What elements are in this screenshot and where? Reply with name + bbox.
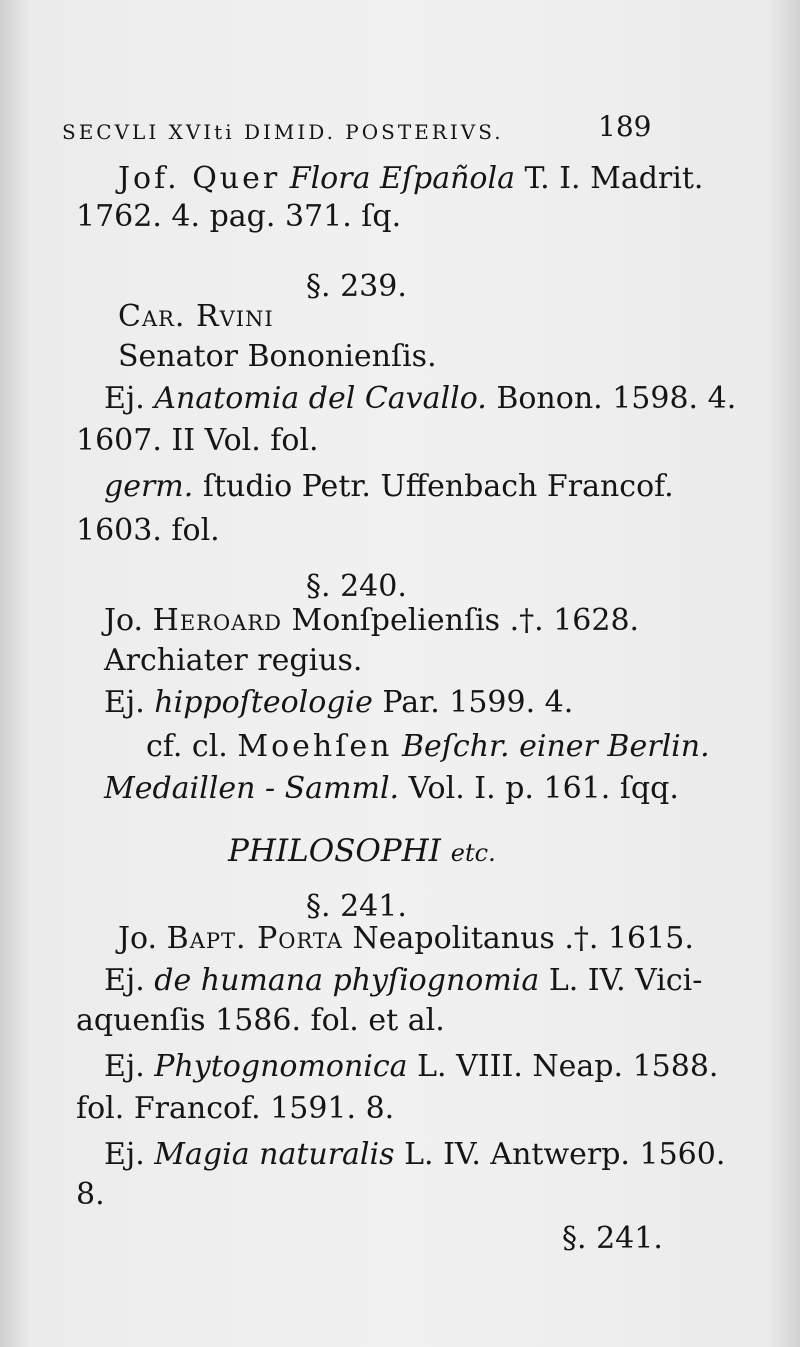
imprint-continued: 8.: [76, 1177, 105, 1212]
work-title: de humana phyſiognomia: [154, 963, 540, 998]
reference-line2: [104, 772, 679, 806]
ej-prefix: Ej.: [104, 963, 145, 998]
section-number: §. 240.: [306, 569, 407, 604]
imprint-continued: aquenſis 1586. fol. et al.: [76, 1003, 445, 1038]
imprint: L. IV. Antwerp. 1560.: [404, 1137, 726, 1172]
entry-porta-work1: [104, 964, 702, 998]
translation-label: germ.: [104, 469, 194, 504]
ej-prefix: Ej.: [104, 381, 145, 416]
imprint: L. VIII. Neap. 1588.: [417, 1049, 719, 1084]
entry-ruini-work1: [104, 382, 736, 416]
author-origin: Monſpelienſis .†. 1628.: [291, 603, 640, 638]
ej-prefix: Ej.: [104, 685, 145, 720]
work-title: Phytognomonica: [154, 1049, 408, 1084]
imprint: Bonon. 1598. 4.: [496, 381, 737, 416]
reference-title: Beſchr. einer Berlin.: [401, 729, 710, 764]
author-name: Jof. Quer: [118, 161, 281, 196]
entry-porta-line1: [118, 922, 694, 956]
reference-line1: [146, 730, 710, 764]
imprint-continued: 1603. fol.: [76, 513, 220, 548]
section-heading-main: PHILOSOPHI: [228, 833, 441, 869]
imprint-continued: fol. Francof. 1591. 8.: [76, 1091, 395, 1126]
catchword: §. 241.: [562, 1221, 663, 1256]
entry-porta-work3: [104, 1138, 725, 1172]
name-prefix: Jo.: [118, 921, 158, 956]
work-title: Flora Eſpañola: [289, 161, 515, 196]
page-number: 189: [598, 110, 652, 143]
imprint-continued: 1607. II Vol. fol.: [76, 423, 319, 458]
entry-porta-work2: [104, 1050, 718, 1084]
work-title: Magia naturalis: [154, 1137, 395, 1172]
section-number: §. 239.: [306, 269, 407, 304]
section-heading: [228, 834, 496, 870]
author-name: Heroard: [152, 603, 282, 638]
author-name: Car. Rvini: [118, 299, 274, 334]
reference-author: Moehſen: [237, 729, 393, 764]
ej-prefix: Ej.: [104, 1137, 145, 1172]
translation-info: ſtudio Petr. Uffenbach Francof.: [202, 469, 674, 504]
reference-imprint: Vol. I. p. 161. ſqq.: [408, 771, 679, 806]
ej-prefix: Ej.: [104, 1049, 145, 1084]
author-description: Archiater regius.: [104, 643, 363, 678]
entry-heroard-work: [104, 686, 573, 720]
entry-quer-line2: 1762. 4. pag. 371. ſq.: [76, 199, 402, 234]
imprint: L. IV. Vici-: [548, 963, 703, 998]
reference-prefix: cf. cl.: [146, 729, 228, 764]
name-prefix: Jo.: [104, 603, 144, 638]
imprint: T. I. Madrit.: [524, 161, 704, 196]
work-title: hippoſteologie: [154, 685, 373, 720]
entry-quer-line1: [118, 162, 703, 196]
section-heading-suffix: etc.: [450, 839, 496, 867]
running-header: SECVLI XVIti DIMID. POSTERIVS.: [62, 120, 504, 144]
entry-heroard-line1: [104, 604, 639, 638]
author-name: Bapt. Porta: [166, 921, 343, 956]
author-description: Senator Bononienſis.: [118, 339, 437, 374]
work-title: Anatomia del Cavallo.: [154, 381, 487, 416]
reference-title: Medaillen - Samml.: [104, 771, 400, 806]
section-number: §. 241.: [306, 889, 407, 924]
imprint: Par. 1599. 4.: [382, 685, 574, 720]
entry-ruini-translation: [104, 470, 674, 504]
author-origin: Neapolitanus .†. 1615.: [352, 921, 694, 956]
